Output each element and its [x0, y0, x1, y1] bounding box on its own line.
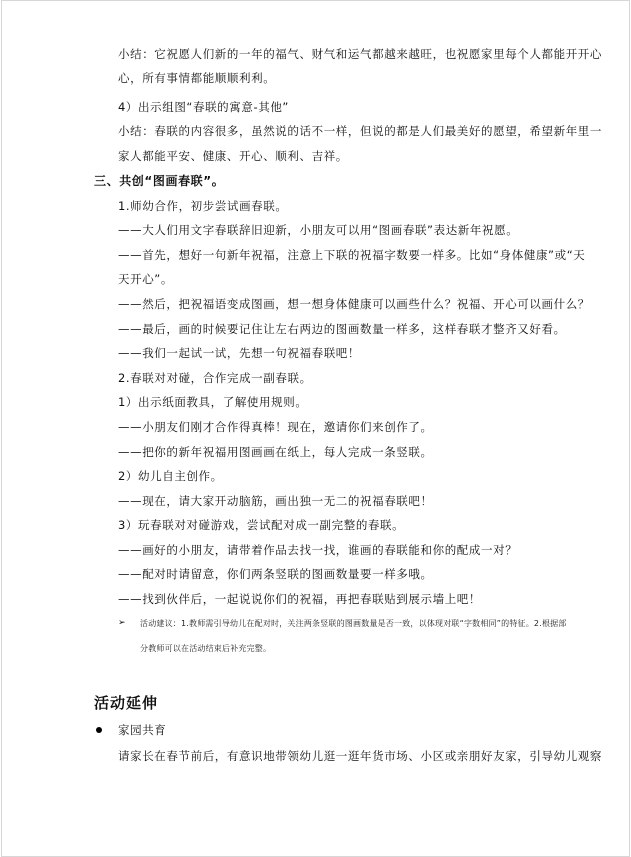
text-line: ——我们一起试一试，先想一句祝福春联吧！ [118, 346, 360, 360]
activity-note: 分教师可以在活动结束后补充完整。 [140, 644, 272, 653]
text-line: ——现在，请大家开动脑筋，画出独一无二的祝福春联吧！ [118, 494, 433, 508]
text-line: ——最后，画的时候要记住让左右两边的图画数量一样多，这样春联才整齐又好看。 [118, 322, 566, 336]
text-line: 小结：春联的内容很多，虽然说的话不一样，但说的都是人们最美好的愿望，希望新年里一 [118, 124, 602, 138]
activity-note: 活动建议：1.教师需引导幼儿在配对时，关注两条竖联的图画数量是否一致，以体现对联“字数相同”的特征。2.根据部 [140, 619, 567, 628]
text-line: 请家长在春节前后，有意识地带领幼儿逛一逛年货市场、小区或亲朋好友家，引导幼儿观察 [118, 749, 602, 763]
extension-heading: 活动延伸 [94, 694, 159, 712]
text-line: 3）玩春联对对碰游戏，尝试配对成一副完整的春联。 [118, 518, 405, 532]
text-line: ——小朋友们刚才合作得真棒！现在，邀请你们来创作了。 [118, 420, 433, 434]
text-line: ——首先，想好一句新年祝福，注意上下联的祝福字数要一样多。比如“身体健康”或“天 [118, 248, 586, 262]
text-line: ——画好的小朋友，请带着作品去找一找，谁画的春联能和你的配成一对？ [118, 543, 518, 557]
text-line: 小结：它祝愿人们新的一年的福气、财气和运气都越来越旺，也祝愿家里每个人都能开开心 [118, 47, 602, 61]
extension-item: 家园共育 [118, 723, 167, 737]
text-line: 天开心”。 [118, 272, 173, 286]
section-heading: 三、共创“图画春联”。 [94, 174, 225, 188]
text-line: ——大人们用文字春联辞旧迎新，小朋友可以用“图画春联”表达新年祝愿。 [118, 223, 519, 237]
text-line: 心，所有事情都能顺顺利利。 [118, 71, 276, 85]
text-line: ——找到伙伴后，一起说说你们的祝福，再把春联贴到展示墙上吧！ [118, 592, 481, 606]
text-line: 2）幼儿自主创作。 [118, 469, 223, 483]
text-line: ——把你的新年祝福用图画画在纸上，每人完成一条竖联。 [118, 445, 433, 459]
text-line: ——配对时请留意，你们两条竖联的图画数量要一样多哦。 [118, 567, 433, 581]
bullet-dot-icon [96, 727, 102, 733]
text-line: 2.春联对对碰，合作完成一副春联。 [118, 371, 312, 385]
arrow-bullet-icon: ➢ [118, 618, 126, 628]
text-line: 1.师幼合作，初步尝试画春联。 [118, 199, 288, 213]
text-line: ——然后，把祝福语变成图画，想一想身体健康可以画些什么？祝福、开心可以画什么？ [118, 297, 590, 311]
text-line: 4）出示组图“春联的寓意-其他” [118, 100, 289, 114]
text-line: 家人都能平安、健康、开心、顺利、吉祥。 [118, 149, 348, 163]
text-line: 1）出示纸面教具，了解使用规则。 [118, 395, 308, 409]
